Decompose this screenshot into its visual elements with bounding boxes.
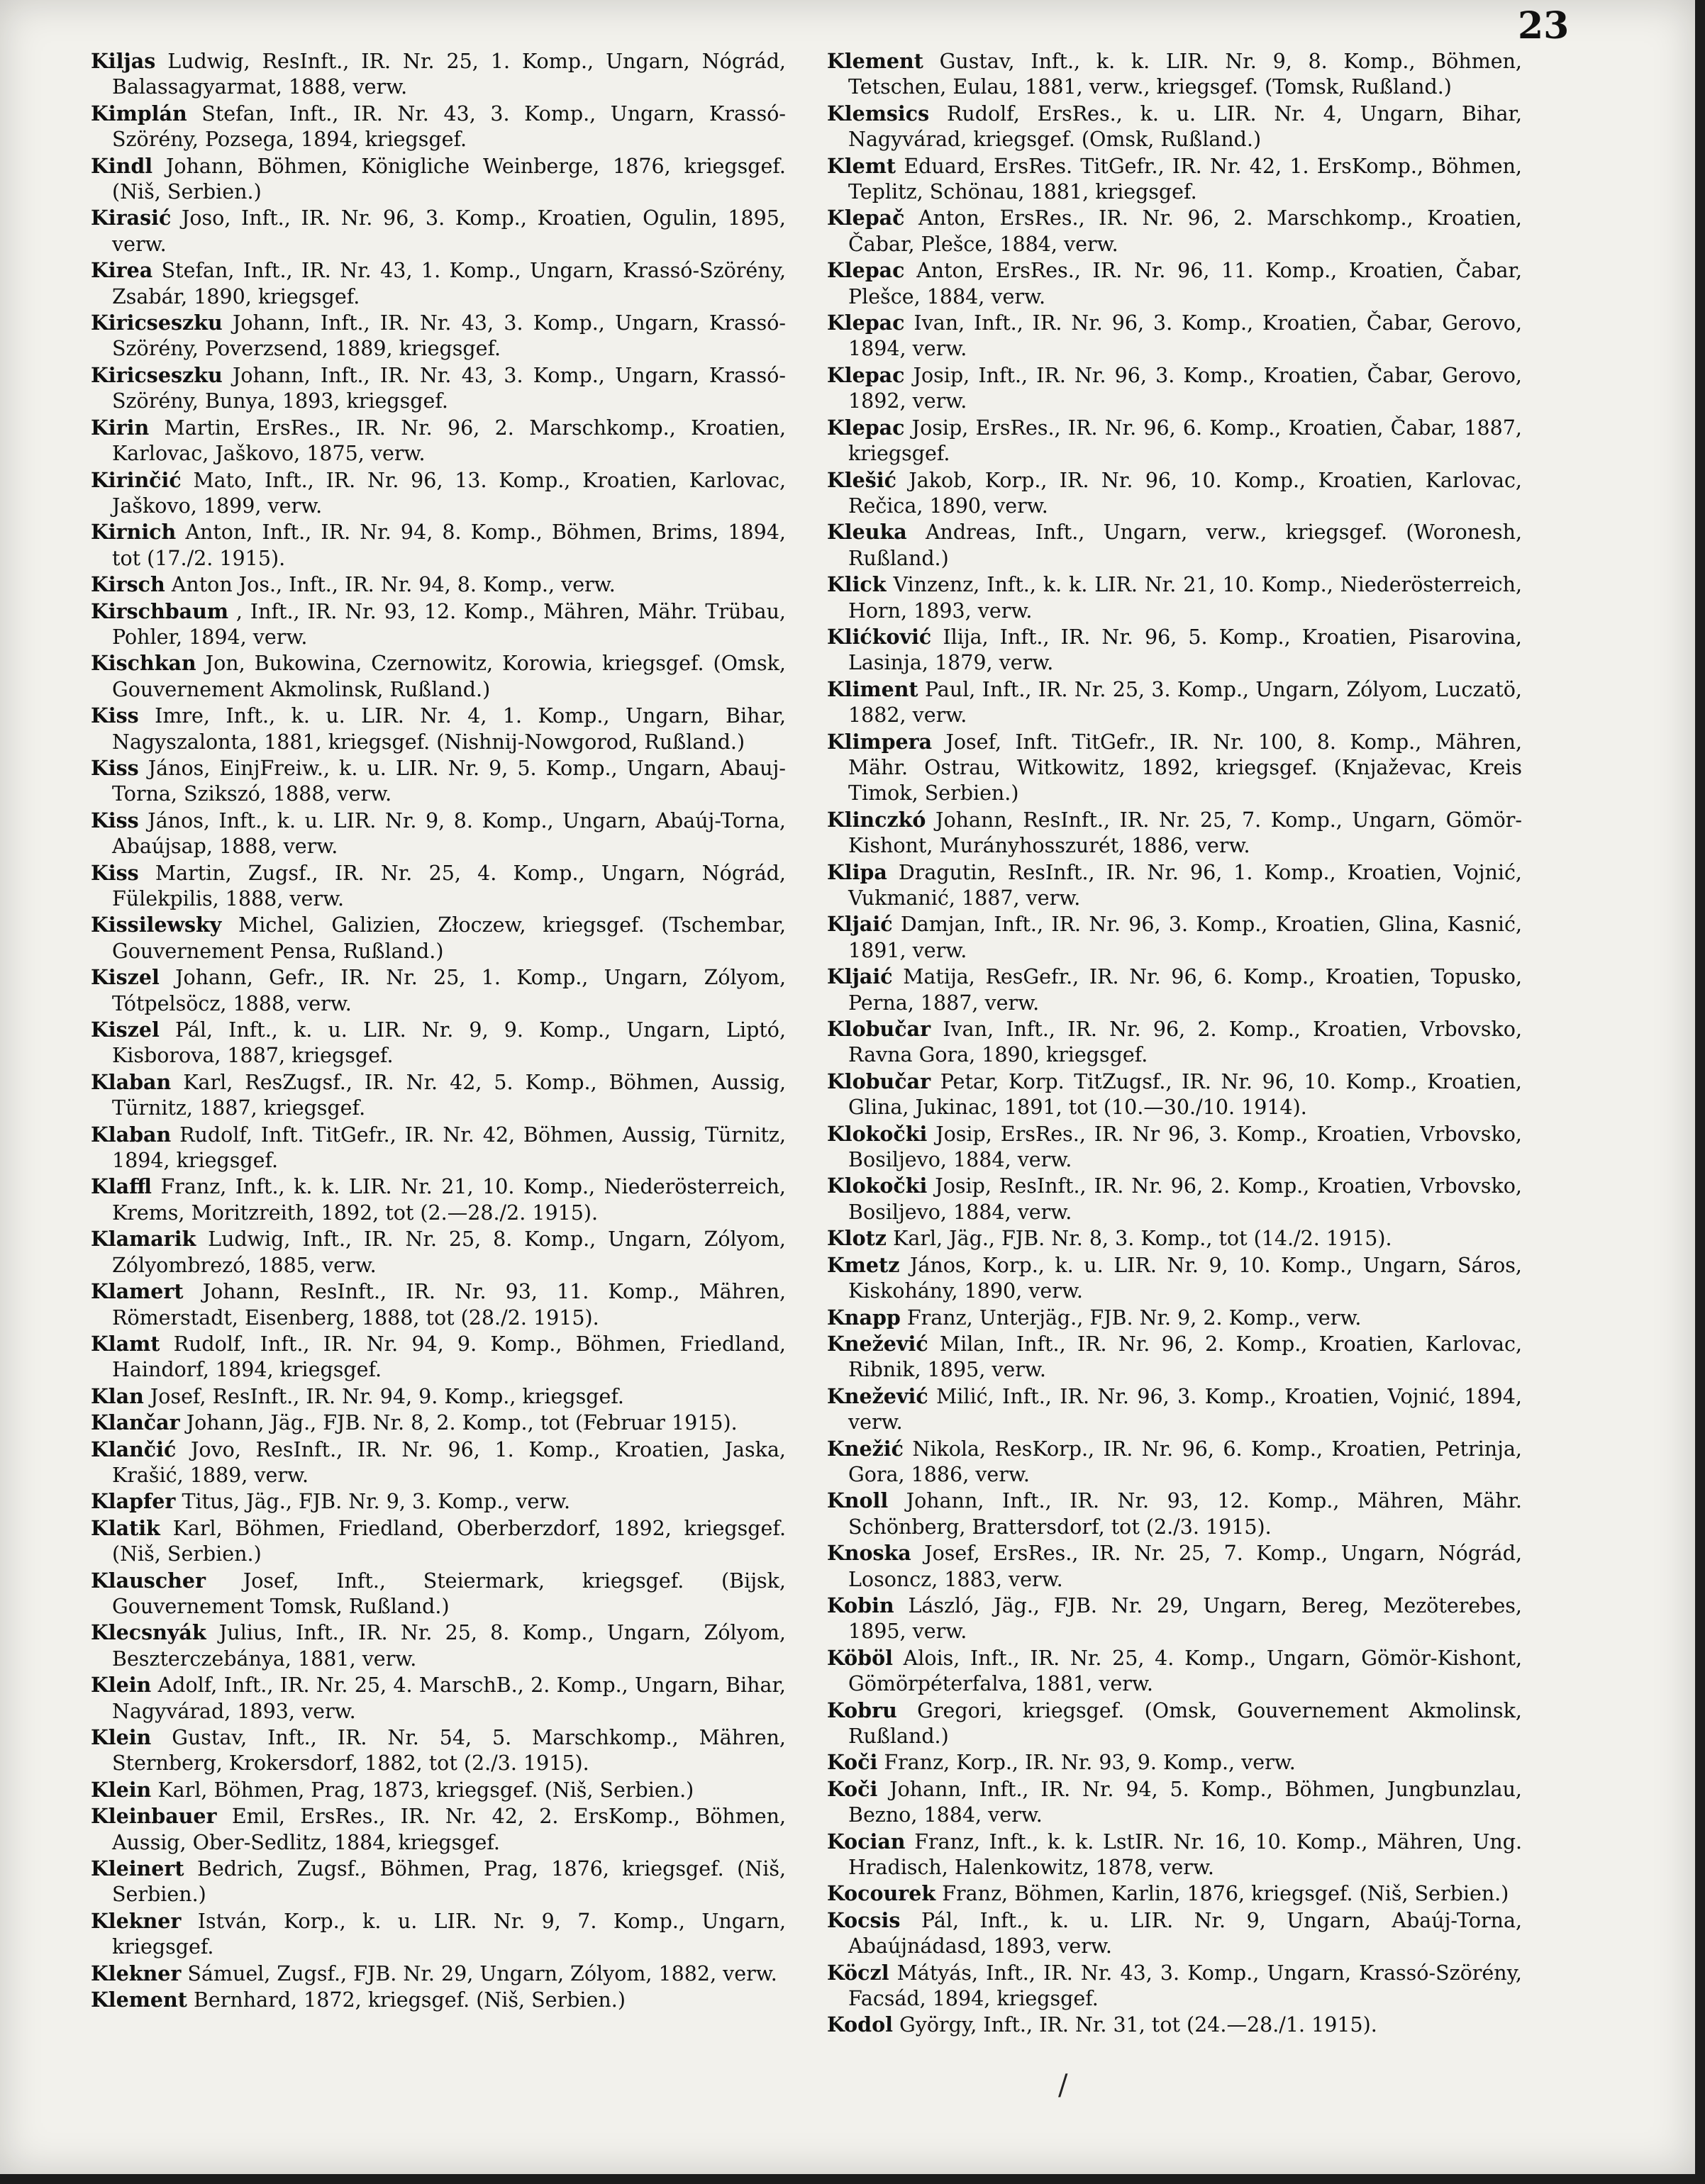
entry-details: Imre, Inft., k. u. LIR. Nr. 4, 1. Komp., Ungarn, Bihar, Nagyszalonta, 1881, kriegsgef. (Nishnij-Nowgorod, Rußland.)	[112, 704, 787, 754]
entry	[91, 1908, 786, 1961]
entry	[91, 257, 786, 310]
entry	[91, 1383, 786, 1410]
entry	[91, 153, 786, 206]
entry-details: Pál, Inft., k. u. LIR. Nr. 9, Ungarn, Abaúj-Torna, Abaújnádasd, 1893, verw.	[848, 1908, 1523, 1959]
entry	[91, 1568, 786, 1620]
entry-details: Pál, Inft., k. u. LIR. Nr. 9, 9. Komp., Ungarn, Liptó, Kisborova, 1887, kriegsgef.	[112, 1018, 787, 1068]
entry-surname: Klein	[91, 1673, 152, 1698]
entry-surname: Klančar	[91, 1410, 180, 1435]
entry-surname: Kodol	[827, 2012, 893, 2037]
entry-surname: Klekner	[91, 1961, 182, 1985]
entry-surname: Klaffl	[91, 1174, 152, 1199]
entry-details: Emil, ErsRes., IR. Nr. 42, 2. ErsKomp., Böhmen, Aussig, Ober-Sedlitz, 1884, kriegsgef.	[112, 1805, 787, 1854]
entry	[91, 1856, 786, 1908]
entry	[827, 1252, 1522, 1305]
entry-surname: Kirnich	[91, 520, 177, 545]
entry-details: Alois, Inft., IR. Nr. 25, 4. Komp., Ungarn, Gömör-Kishont, Gömörpéterfalva, 1881, verw.	[848, 1646, 1523, 1696]
entry-details: Julius, Inft., IR. Nr. 25, 8. Komp., Ungarn, Zólyom, Beszterczebánya, 1881, verw.	[112, 1621, 786, 1671]
entry-details: Damjan, Inft., IR. Nr. 96, 3. Komp., Kroatien, Glina, Kasnić, 1891, verw.	[848, 913, 1523, 962]
entry-details: Sámuel, Zugsf., FJB. Nr. 29, Ungarn, Zólyom, 1882, verw.	[187, 1961, 777, 1985]
entry-details: Anton Jos., Inft., IR. Nr. 94, 8. Komp., verw.	[171, 573, 616, 597]
entry-details: Johann, Böhmen, Königliche Weinberge, 1876, kriegsgef. (Niš, Serbien.)	[112, 154, 786, 204]
entry	[827, 101, 1522, 153]
entry-surname: Kliment	[827, 676, 918, 701]
entry-surname: Klepac	[827, 258, 905, 283]
entry-surname: Klatik	[91, 1515, 160, 1540]
entry	[91, 703, 786, 755]
entry	[827, 1331, 1522, 1383]
entry	[827, 257, 1522, 310]
entry-surname: Klipa	[827, 859, 887, 884]
entry	[91, 519, 786, 572]
entry-surname: Klecsnyák	[91, 1620, 206, 1645]
entry	[827, 415, 1522, 467]
entry-details: Jovo, ResInft., IR. Nr. 96, 1. Komp., Kroatien, Jaska, Krašić, 1889, verw.	[112, 1437, 786, 1487]
entry-surname: Kiricseszku	[91, 362, 223, 387]
entry-surname: Klekner	[91, 1908, 182, 1933]
entry-details: Johann, Inft., IR. Nr. 43, 3. Komp., Ungarn, Krassó-Szörény, Bunya, 1893, kriegsgef.	[112, 363, 787, 413]
entry-surname: Kiss	[91, 808, 139, 832]
left-column	[91, 48, 786, 2013]
entry-details: Ivan, Inft., IR. Nr. 96, 2. Komp., Kroatien, Vrbovsko, Ravna Gora, 1890, kriegsgef.	[848, 1018, 1522, 1067]
right-column	[827, 48, 1522, 2039]
entry	[91, 1437, 786, 1489]
entry-details: Ivan, Inft., IR. Nr. 96, 3. Komp., Kroatien, Čabar, Gerovo, 1894, verw.	[848, 311, 1523, 361]
entry-details: Joso, Inft., IR. Nr. 96, 3. Komp., Kroatien, Ogulin, 1895, verw.	[112, 206, 786, 256]
entry-details: Josip, ErsRes., IR. Nr. 96, 6. Komp., Kroatien, Čabar, 1887, kriegsgef.	[848, 416, 1522, 466]
entry-details: Michel, Galizien, Złoczew, kriegsgef. (Tschembar, Gouvernement Pensa, Rußland.)	[112, 913, 786, 963]
entry	[827, 205, 1522, 257]
entry	[827, 1383, 1522, 1436]
entry-surname: Klobučar	[827, 1017, 931, 1042]
entry-surname: Klobučar	[827, 1069, 931, 1093]
entry-surname: Klinczkó	[827, 807, 926, 832]
entry	[91, 48, 786, 101]
entry-surname: Kiszel	[91, 1018, 160, 1042]
entry	[91, 467, 786, 520]
entry-surname: Klepac	[827, 362, 905, 387]
entry-surname: Kirin	[91, 415, 150, 440]
entry-details: Rudolf, Inft. TitGefr., IR. Nr. 42, Böhmen, Aussig, Türnitz, 1894, kriegsgef.	[112, 1122, 787, 1173]
entry-details: Ilija, Inft., IR. Nr. 96, 5. Komp., Kroatien, Pisarovina, Lasinja, 1879, verw.	[848, 625, 1522, 675]
entry-surname: Kirsch	[91, 572, 165, 597]
entry-surname: Kiszel	[91, 965, 160, 990]
entry-surname: Kljaić	[827, 912, 893, 937]
entry-surname: Klepac	[827, 311, 905, 335]
entry-surname: Klepac	[827, 415, 905, 440]
entry-details: Anton, ErsRes., IR. Nr. 96, 2. Marschkomp., Kroatien, Čabar, Plešce, 1884, verw.	[848, 206, 1522, 256]
entry	[827, 1645, 1522, 1698]
entry	[827, 1173, 1522, 1225]
entry	[91, 1174, 786, 1226]
entry-surname: Knapp	[827, 1305, 901, 1330]
entry	[91, 205, 786, 257]
entry	[91, 1515, 786, 1568]
entry	[91, 1278, 786, 1331]
entry-details: László, Jäg., FJB. Nr. 29, Ungarn, Bereg, Mezöterebes, 1895, verw.	[848, 1593, 1522, 1644]
entry-surname: Kirasić	[91, 206, 172, 230]
entry-details: Johann, ResInft., IR. Nr. 25, 7. Komp., Ungarn, Gömör-Kishont, Murányhosszurét, 1886, verw.	[848, 808, 1522, 858]
entry-surname: Kirinčić	[91, 467, 182, 492]
entry-details: Vinzenz, Inft., k. k. LIR. Nr. 21, 10. Komp., Niederösterreich, Horn, 1893, verw.	[848, 573, 1523, 623]
entry-details: Paul, Inft., IR. Nr. 25, 3. Komp., Ungarn, Zólyom, Luczatö, 1882, verw.	[848, 677, 1522, 728]
entry-details: Martin, ErsRes., IR. Nr. 96, 2. Marschkomp., Kroatien, Karlovac, Jaškovo, 1875, verw.	[112, 416, 786, 466]
entry-surname: Kocourek	[827, 1881, 936, 1906]
entry	[91, 310, 786, 362]
entry-details: Karl, Böhmen, Friedland, Oberberzdorf, 1892, kriegsgef. (Niš, Serbien.)	[112, 1516, 787, 1566]
entry-surname: Kljaić	[827, 964, 893, 989]
entry	[91, 1672, 786, 1725]
entry-details: Franz, Inft., k. k. LstIR. Nr. 16, 10. Komp., Mähren, Ung. Hradisch, Halenkowitz, 1878, verw.	[848, 1829, 1523, 1880]
entry	[91, 101, 786, 153]
entry-surname: Köczl	[827, 1960, 889, 1985]
entry	[91, 1017, 786, 1069]
entry	[827, 1829, 1522, 1881]
entry-surname: Klein	[91, 1777, 152, 1802]
entry-details: János, Inft., k. u. LIR. Nr. 9, 8. Komp., Ungarn, Abaúj-Torna, Abaújsap, 1888, verw.	[112, 808, 786, 859]
entry-details: Josef, ResInft., IR. Nr. 94, 9. Komp., kriegsgef.	[150, 1384, 624, 1408]
entry	[91, 1410, 786, 1436]
entry-details: Matija, ResGefr., IR. Nr. 96, 6. Komp., Kroatien, Topusko, Perna, 1887, verw.	[848, 965, 1523, 1015]
entry-details: János, Korp., k. u. LIR. Nr. 9, 10. Komp., Ungarn, Sáros, Kiskohány, 1890, verw.	[848, 1253, 1522, 1303]
entry	[827, 1593, 1522, 1645]
entry-surname: Klamert	[91, 1279, 184, 1304]
entry-details: Mátyás, Inft., IR. Nr. 43, 3. Komp., Ungarn, Krassó-Szörény, Facsád, 1894, kriegsgef.	[848, 1961, 1522, 2011]
entry-surname: Kleuka	[827, 520, 907, 545]
entry	[91, 1069, 786, 1122]
entry-surname: Klein	[91, 1725, 152, 1749]
entry-details: Adolf, Inft., IR. Nr. 25, 4. MarschB., 2. Komp., Ungarn, Bihar, Nagyvárad, 1893, verw.	[112, 1673, 786, 1723]
entry-details: Gustav, Inft., IR. Nr. 54, 5. Marschkomp., Mähren, Sternberg, Krokersdorf, 1882, tot (2./3. 1915).	[112, 1726, 786, 1776]
entry	[91, 1725, 786, 1777]
entry-details: Franz, Korp., IR. Nr. 93, 9. Komp., verw.	[884, 1751, 1296, 1775]
entry	[827, 1016, 1522, 1069]
entry-details: Gregori, kriegsgef. (Omsk, Gouvernement Akmolinsk, Rußland.)	[848, 1698, 1522, 1748]
entry-details: Martin, Zugsf., IR. Nr. 25, 4. Komp., Ungarn, Nógrád, Fülekpilis, 1888, verw.	[112, 861, 786, 910]
entry	[91, 1122, 786, 1174]
entry-details: Franz, Inft., k. k. LIR. Nr. 21, 10. Komp., Niederösterreich, Krems, Moritzreith, 1892, tot (2.—28./2. 1915).	[112, 1175, 786, 1225]
entry-surname: Klement	[827, 49, 923, 73]
entry-surname: Knežević	[827, 1331, 928, 1356]
entry-surname: Kiljas	[91, 49, 156, 73]
entry-surname: Kiss	[91, 755, 139, 780]
entry-surname: Klotz	[827, 1226, 887, 1251]
entry-surname: Kiss	[91, 703, 139, 728]
entry-details: Mato, Inft., IR. Nr. 96, 13. Komp., Kroatien, Karlovac, Jaškovo, 1899, verw.	[112, 468, 787, 518]
entry-surname: Klick	[827, 572, 887, 597]
entry-surname: Klokočki	[827, 1121, 928, 1146]
entry-surname: Klemsics	[827, 101, 930, 126]
entry-surname: Kocian	[827, 1829, 906, 1854]
entry-surname: Klančić	[91, 1437, 177, 1461]
entry-details: Eduard, ErsRes. TitGefr., IR. Nr. 42, 1. ErsKomp., Böhmen, Teplitz, Schönau, 1881, kriegsgef.	[848, 154, 1522, 204]
entry-surname: Kissilewsky	[91, 913, 222, 937]
entry-details: Nikola, ResKorp., IR. Nr. 96, 6. Komp., Kroatien, Petrinja, Gora, 1886, verw.	[848, 1437, 1522, 1486]
entry	[827, 362, 1522, 415]
entry	[91, 1987, 786, 2013]
entry	[827, 1305, 1522, 1331]
entry-details: Jon, Bukowina, Czernowitz, Korowia, kriegsgef. (Omsk, Gouvernement Akmolinsk, Rußland.)	[112, 652, 786, 701]
entry-details: Franz, Unterjäg., FJB. Nr. 9, 2. Komp., verw.	[906, 1305, 1362, 1330]
entry	[827, 1488, 1522, 1540]
entry	[91, 1961, 786, 1987]
entry-surname: Köböl	[827, 1645, 893, 1670]
entry	[91, 650, 786, 703]
entry-surname: Klepač	[827, 206, 905, 230]
entry-details: György, Inft., IR. Nr. 31, tot (24.—28./1. 1915).	[899, 2013, 1377, 2037]
entry-surname: Klan	[91, 1383, 144, 1408]
entry-details: Johann, Inft., IR. Nr. 43, 3. Komp., Ungarn, Krassó-Szörény, Poverzsend, 1889, kriegsgef.	[112, 311, 787, 361]
entry	[91, 860, 786, 913]
entry	[827, 1907, 1522, 1960]
entry-details: Josef, ErsRes., IR. Nr. 25, 7. Komp., Ungarn, Nógrád, Losoncz, 1883, verw.	[848, 1542, 1523, 1591]
entry	[827, 1881, 1522, 1907]
entry	[91, 755, 786, 808]
entry-details: Josip, ErsRes., IR. Nr 96, 3. Komp., Kroatien, Vrbovsko, Bosiljevo, 1884, verw.	[848, 1122, 1522, 1172]
entry-details: Milić, Inft., IR. Nr. 96, 3. Komp., Kroatien, Vojnić, 1894, verw.	[848, 1384, 1522, 1434]
entry-details: Josip, ResInft., IR. Nr. 96, 2. Komp., Kroatien, Vrbovsko, Bosiljevo, 1884, verw.	[848, 1174, 1522, 1224]
entry-details: Johann, Jäg., FJB. Nr. 8, 2. Komp., tot (Februar 1915).	[186, 1411, 738, 1435]
entry-surname: Klemt	[827, 153, 896, 178]
entry	[827, 1698, 1522, 1750]
entry-surname: Kirschbaum	[91, 598, 229, 623]
entry	[827, 519, 1522, 572]
entry-surname: Klokočki	[827, 1174, 928, 1198]
entry-details: Johann, Inft., IR. Nr. 93, 12. Komp., Mähren, Mähr. Schönberg, Brattersdorf, tot (2./3. 1915).	[848, 1489, 1522, 1539]
entry-details: Johann, ResInft., IR. Nr. 93, 11. Komp., Mähren, Römerstadt, Eisenberg, 1888, tot (28./2. 1915).	[112, 1280, 787, 1330]
entry-surname: Kocsis	[827, 1907, 901, 1932]
entry	[91, 415, 786, 467]
entry	[827, 1121, 1522, 1174]
entry-details: Josip, Inft., IR. Nr. 96, 3. Komp., Kroatien, Čabar, Gerovo, 1892, verw.	[848, 363, 1522, 413]
entry	[827, 153, 1522, 206]
entry-details: Gustav, Inft., k. k. LIR. Nr. 9, 8. Komp., Böhmen, Tetschen, Eulau, 1881, verw., kriegsgef. (Tomsk, Rußland.)	[848, 50, 1522, 99]
entry-surname: Knoska	[827, 1541, 911, 1566]
entry-surname: Klamt	[91, 1331, 160, 1356]
entry-details: Petar, Korp. TitZugsf., IR. Nr. 96, 10. Komp., Kroatien, Glina, Jukinac, 1891, tot (10.—30./10. 1914).	[848, 1069, 1522, 1120]
entry-surname: Klaban	[91, 1122, 172, 1147]
entry	[91, 1620, 786, 1672]
entry	[827, 467, 1522, 520]
entry	[827, 1069, 1522, 1121]
entry-surname: Kirea	[91, 258, 153, 283]
entry-details: Stefan, Inft., IR. Nr. 43, 1. Komp., Ungarn, Krassó-Szörény, Zsabár, 1890, kriegsgef.	[112, 259, 787, 308]
entry	[827, 1540, 1522, 1593]
entry	[827, 964, 1522, 1016]
entry-surname: Knežević	[827, 1383, 928, 1408]
entry-details: János, EinjFreiw., k. u. LIR. Nr. 9, 5. Komp., Ungarn, Abauj-Torna, Szikszó, 1888, verw.	[112, 756, 787, 806]
entry-surname: Klimpera	[827, 729, 933, 754]
entry	[827, 2012, 1522, 2038]
entry-details: Johann, Gefr., IR. Nr. 25, 1. Komp., Ungarn, Zólyom, Tótpelsöcz, 1888, verw.	[112, 966, 786, 1015]
entry-surname: Kobin	[827, 1593, 894, 1617]
entry	[827, 624, 1522, 676]
entry-details: Bernhard, 1872, kriegsgef. (Niš, Serbien.)	[193, 1988, 626, 2012]
entry-surname: Klešić	[827, 467, 896, 492]
entry-details: Josef, Inft. TitGefr., IR. Nr. 100, 8. Komp., Mähren, Mähr. Ostrau, Witkowitz, 1892, kriegsgef. (Knjaževac, Kreis Timok, Serbien.)	[848, 730, 1523, 806]
entry	[827, 676, 1522, 729]
stray-mark: /	[1058, 2069, 1068, 2102]
entry	[91, 1331, 786, 1383]
entry-surname: Klapfer	[91, 1489, 176, 1514]
page-number: 23	[1518, 4, 1570, 48]
entry-surname: Klićković	[827, 624, 932, 649]
entry	[827, 310, 1522, 362]
entry	[91, 1777, 786, 1803]
entry-surname: Klaban	[91, 1069, 172, 1094]
entry-details: Karl, Böhmen, Prag, 1873, kriegsgef. (Niš, Serbien.)	[157, 1778, 694, 1802]
entry-details: Jakob, Korp., IR. Nr. 96, 10. Komp., Kroatien, Karlovac, Rečica, 1890, verw.	[848, 468, 1522, 518]
entry-surname: Knežić	[827, 1436, 904, 1461]
entry	[827, 859, 1522, 912]
entry-surname: Kischkan	[91, 651, 196, 676]
entry-surname: Kiricseszku	[91, 311, 223, 335]
entry	[827, 1776, 1522, 1829]
entry-details: Anton, Inft., IR. Nr. 94, 8. Komp., Böhmen, Brims, 1894, tot (17./2. 1915).	[112, 520, 786, 570]
entry-surname: Klement	[91, 1988, 187, 2012]
entry	[91, 912, 786, 964]
entry	[827, 807, 1522, 859]
entry	[91, 598, 786, 651]
entry-details: Stefan, Inft., IR. Nr. 43, 3. Komp., Ungarn, Krassó-Szörény, Pozsega, 1894, kriegsgef.	[112, 101, 786, 152]
entry	[827, 1960, 1522, 2012]
entry-details: Franz, Böhmen, Karlin, 1876, kriegsgef. (Niš, Serbien.)	[942, 1882, 1509, 1906]
entry	[91, 572, 786, 598]
entry-surname: Klamarik	[91, 1227, 196, 1252]
entry	[91, 808, 786, 860]
entry-surname: Koči	[827, 1750, 878, 1775]
entry	[91, 1803, 786, 1856]
entry-details: Rudolf, ErsRes., k. u. LIR. Nr. 4, Ungarn, Bihar, Nagyvárad, kriegsgef. (Omsk, Rußland.)	[848, 101, 1522, 152]
entry-details: Anton, ErsRes., IR. Nr. 96, 11. Komp., Kroatien, Čabar, Plešce, 1884, verw.	[848, 259, 1523, 308]
entry-surname: Klauscher	[91, 1568, 206, 1593]
entry-details: , Inft., IR. Nr. 93, 12. Komp., Mähren, Mähr. Trübau, Pohler, 1894, verw.	[112, 599, 786, 649]
entry-surname: Kimplán	[91, 101, 187, 126]
entry-surname: Kmetz	[827, 1252, 900, 1277]
entry	[827, 1749, 1522, 1776]
entry-surname: Kobru	[827, 1698, 897, 1722]
entry-details: Johann, Inft., IR. Nr. 94, 5. Komp., Böhmen, Jungbunzlau, Bezno, 1884, verw.	[848, 1777, 1522, 1827]
entry-surname: Koči	[827, 1776, 878, 1801]
entry-details: Bedrich, Zugsf., Böhmen, Prag, 1876, kriegsgef. (Niš, Serbien.)	[112, 1857, 787, 1907]
entry-details: Josef, Inft., Steiermark, kriegsgef. (Bijsk, Gouvernement Tomsk, Rußland.)	[112, 1569, 786, 1618]
entry	[91, 1226, 786, 1278]
entry-details: Milan, Inft., IR. Nr. 96, 2. Komp., Kroatien, Karlovac, Ribnik, 1895, verw.	[848, 1332, 1523, 1382]
entry-surname: Kleinert	[91, 1856, 184, 1881]
entry-details: Rudolf, Inft., IR. Nr. 94, 9. Komp., Böhmen, Friedland, Haindorf, 1894, kriegsgef.	[112, 1332, 786, 1382]
entry-details: Karl, ResZugsf., IR. Nr. 42, 5. Komp., Böhmen, Aussig, Türnitz, 1887, kriegsgef.	[112, 1070, 786, 1120]
entry-surname: Kleinbauer	[91, 1804, 217, 1829]
entry-details: Ludwig, Inft., IR. Nr. 25, 8. Komp., Ungarn, Zólyom, Zólyombrezó, 1885, verw.	[112, 1227, 786, 1277]
entry	[827, 911, 1522, 964]
entry	[827, 48, 1522, 101]
entry	[91, 1488, 786, 1515]
entry-details: Andreas, Inft., Ungarn, verw., kriegsgef. (Woronesh, Rußland.)	[848, 520, 1523, 570]
entry	[827, 1225, 1522, 1252]
entry-details: Karl, Jäg., FJB. Nr. 8, 3. Komp., tot (14./2. 1915).	[893, 1227, 1392, 1251]
entry	[827, 572, 1522, 624]
entry-details: Titus, Jäg., FJB. Nr. 9, 3. Komp., verw.	[182, 1490, 571, 1514]
entry-details: Dragutin, ResInft., IR. Nr. 96, 1. Komp., Kroatien, Vojnić, Vukmanić, 1887, verw.	[848, 860, 1522, 910]
entry	[91, 362, 786, 415]
entry-surname: Knoll	[827, 1488, 889, 1513]
entry	[827, 729, 1522, 807]
entry-surname: Kindl	[91, 153, 153, 178]
entry-details: Ludwig, ResInft., IR. Nr. 25, 1. Komp., Ungarn, Nógrád, Balassagyarmat, 1888, verw.	[112, 50, 786, 99]
entry-surname: Kiss	[91, 860, 139, 885]
entry	[827, 1436, 1522, 1488]
entry	[91, 964, 786, 1017]
entry-details: István, Korp., k. u. LIR. Nr. 9, 7. Komp., Ungarn, kriegsgef.	[112, 1909, 787, 1959]
